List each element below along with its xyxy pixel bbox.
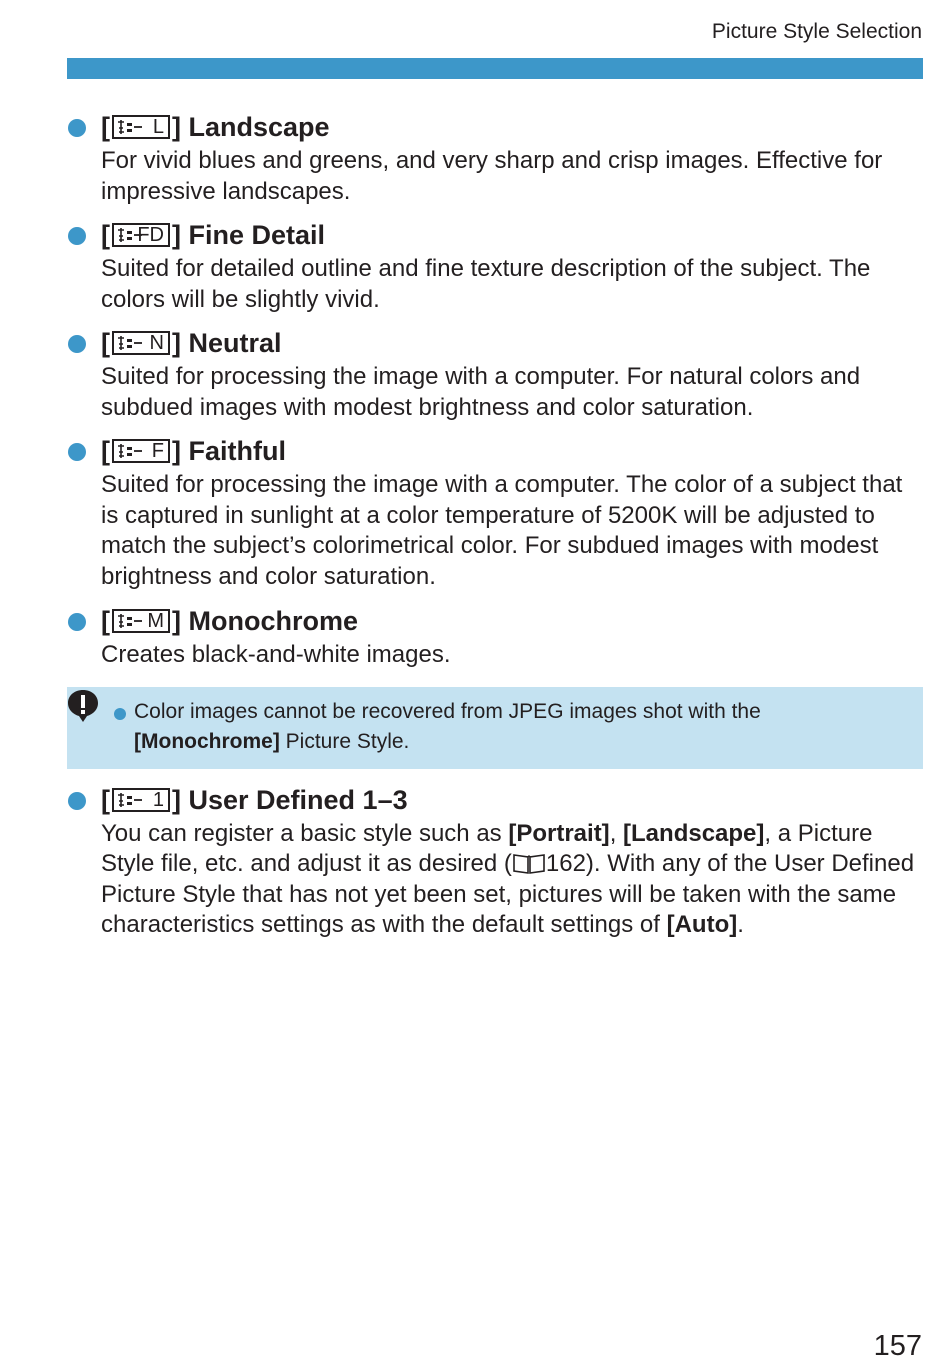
caution-text: Color images cannot be recovered from JPEG images shot with the [Monochrome] Picture Style. [134, 699, 761, 753]
page-number: 157 [873, 1330, 922, 1362]
content [67, 108, 923, 941]
bullet-icon [68, 792, 86, 810]
bullet-icon [68, 119, 86, 137]
picture-style-icon: N [112, 331, 170, 355]
item-title: [ L ] Landscape [101, 112, 330, 142]
item-title: [ M ] Monochrome [101, 606, 359, 636]
item-description: For vivid blues and greens, and very sharp and crisp images. Effective for impressive landscapes. [101, 147, 883, 205]
picture-style-icon: M [112, 609, 170, 633]
book-icon [512, 851, 546, 875]
item-title: [ 1 ] User Defined 1–3 [101, 784, 408, 815]
picture-style-icon: FD [112, 223, 170, 247]
style-item-monochrome [67, 602, 923, 671]
item-title: [ FD ] Fine Detail [101, 220, 326, 250]
style-item-user-defined [67, 781, 923, 941]
item-description: Suited for processing the image with a computer. For natural colors and subdued images with modest brightness and color saturation. [101, 363, 861, 421]
picture-style-icon: 1 [112, 788, 170, 812]
caution-icon [67, 689, 99, 723]
item-description: Suited for processing the image with a computer. The color of a subject that is captured in sunlight at a color temperature of 5200K will be adjusted to match the subject’s colorimetrical color. For subdued images with modest brightness and color saturation. [101, 471, 903, 590]
picture-style-icon: F [112, 439, 170, 463]
item-title: [ N ] Neutral [101, 328, 282, 358]
item-description: You can register a basic style such as [Portrait], [Landscape], a Picture Style file, etc. and adjust it as desired ( 162). With any of the User Defined Picture Style that has not yet been set, pictures will be taken with the same characteristics settings as with the default settings of [Auto]. [101, 819, 915, 938]
header-bar [67, 58, 923, 79]
bullet-icon [68, 443, 86, 461]
page-reference[interactable]: 162 [545, 850, 586, 877]
picture-style-icon: L [112, 115, 170, 139]
item-description: Creates black-and-white images. [101, 641, 451, 668]
caution-box [67, 687, 923, 769]
bullet-icon [114, 708, 126, 720]
bullet-icon [68, 227, 86, 245]
bullet-icon [68, 613, 86, 631]
style-item-faithful [67, 432, 923, 592]
bullet-icon [68, 335, 86, 353]
style-item-landscape [67, 108, 923, 207]
style-item-neutral [67, 324, 923, 423]
style-item-fine-detail [67, 216, 923, 315]
item-description: Suited for detailed outline and fine texture description of the subject. The colors will be slightly vivid. [101, 255, 871, 313]
page-header-title: Picture Style Selection [711, 20, 922, 43]
item-title: [ F ] Faithful [101, 436, 286, 466]
